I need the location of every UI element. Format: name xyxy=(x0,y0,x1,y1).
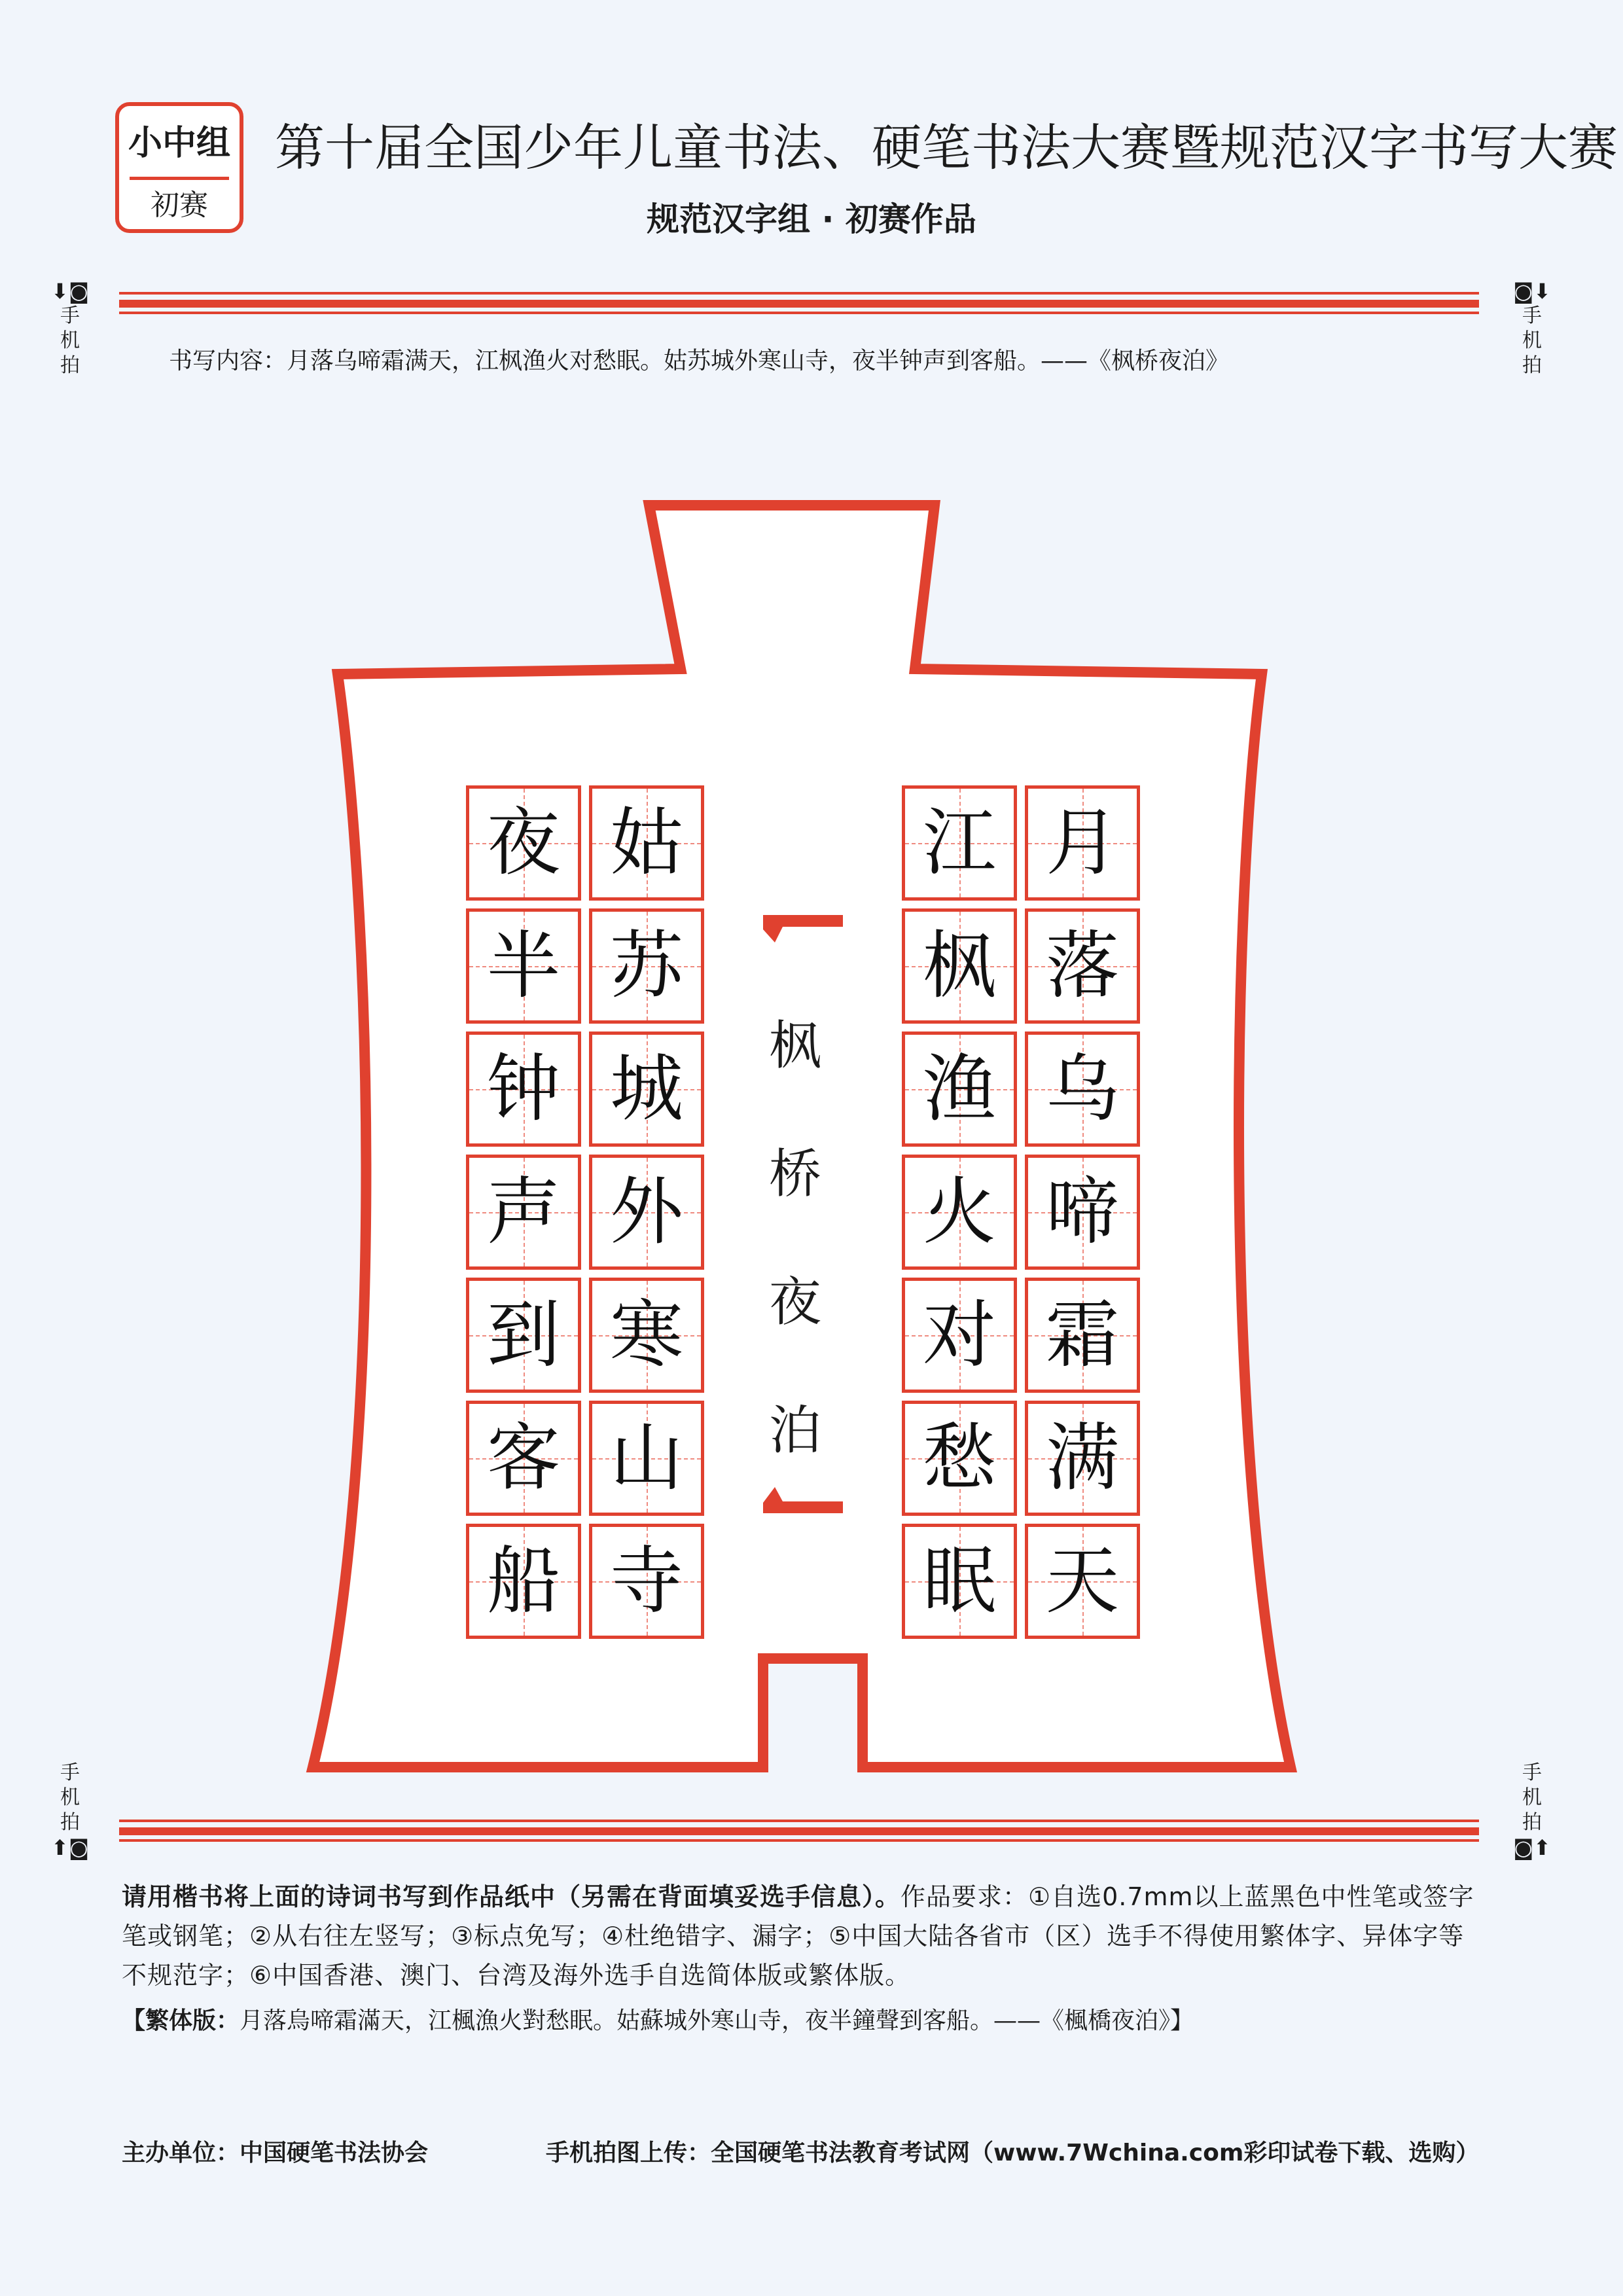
download-camera-icon: ⬇◙ xyxy=(51,279,89,304)
corner-label-char: 拍 xyxy=(1522,354,1542,377)
poem-character: 夜 xyxy=(487,800,560,886)
traditional-label: 【繁体版： xyxy=(122,2007,240,2034)
bottom-rule-thin xyxy=(119,1839,1479,1842)
poem-character: 声 xyxy=(487,1170,560,1255)
poem-cell xyxy=(466,1401,581,1516)
poem-cell xyxy=(902,1401,1017,1516)
poem-cell xyxy=(466,1524,581,1639)
page-subtitle: 规范汉字组 · 初赛作品 xyxy=(647,200,976,238)
poem-character: 月 xyxy=(1046,800,1119,886)
poem-character: 渔 xyxy=(923,1047,996,1132)
poem-character: 枫 xyxy=(923,924,996,1009)
poem-cell xyxy=(1025,1031,1140,1147)
corner-label-char: 手 xyxy=(1522,304,1542,327)
corner-label-char: 拍 xyxy=(60,1811,80,1834)
organizer: 主办单位：中国硬笔书法协会 xyxy=(122,2140,429,2166)
poem-cell xyxy=(589,1031,704,1147)
poem-cell xyxy=(1025,785,1140,901)
poem-character: 乌 xyxy=(1046,1047,1119,1132)
corner-label-char: 手 xyxy=(1522,1761,1542,1784)
poem-character: 满 xyxy=(1046,1416,1119,1501)
instructions-lead: 请用楷书将上面的诗词书写到作品纸中（另需在背面填妥选手信息）。 xyxy=(122,1882,901,1911)
poem-cell xyxy=(589,1524,704,1639)
poem-cell xyxy=(1025,1524,1140,1639)
traditional-version xyxy=(122,2001,1489,2041)
poem-cell xyxy=(589,1401,704,1516)
corner-label-char: 拍 xyxy=(60,354,80,377)
poem-character: 外 xyxy=(610,1170,683,1255)
poem-cell xyxy=(902,908,1017,1024)
poem-character: 苏 xyxy=(610,924,683,1009)
poem-character: 江 xyxy=(923,800,996,886)
poem-cell xyxy=(902,1155,1017,1270)
poem-character: 半 xyxy=(487,924,560,1009)
corner-label-char: 拍 xyxy=(1522,1811,1542,1834)
poem-cell xyxy=(902,1278,1017,1393)
poem-cell xyxy=(1025,1401,1140,1516)
badge-group-label: 小中组 xyxy=(128,124,230,163)
poem-character: 船 xyxy=(487,1539,560,1624)
traditional-text: 月落烏啼霜滿天，江楓漁火對愁眠。姑蘇城外寒山寺，夜半鐘聲到客船。——《楓橋夜泊》】 xyxy=(240,2007,1194,2034)
corner-label-char: 机 xyxy=(1522,1786,1542,1809)
poem-character: 山 xyxy=(610,1416,683,1501)
poem-character: 火 xyxy=(923,1170,996,1255)
poem-character: 眠 xyxy=(923,1539,996,1624)
upload-camera-icon: ◙⬆ xyxy=(1513,1835,1551,1860)
corner-label-char: 手 xyxy=(60,1761,80,1784)
poem-character: 姑 xyxy=(610,800,683,886)
poem-cell xyxy=(466,1031,581,1147)
poem-character: 落 xyxy=(1046,924,1119,1009)
corner-label-char: 机 xyxy=(1522,329,1542,352)
instructions-body: 作品要求：①自选0.7mm以上蓝黑色中性笔或签字笔或钢笔；②从右往左竖写；③标点免写；④杜绝错字、漏字；⑤中国大陆各省市（区）选手不得使用繁体字、异体字等不规范字；⑥中国香港、澳门、台湾及海外选手自选简体版或繁体版。 xyxy=(122,1882,1474,1990)
upload-info: 手机拍图上传：全国硬笔书法教育考试网（www.7Wchina.com彩印试卷下载、选购） xyxy=(546,2140,1480,2166)
bottom-rule-thick xyxy=(119,1827,1479,1835)
poem-cell xyxy=(589,1278,704,1393)
poem-cell xyxy=(902,1524,1017,1639)
poem-character: 愁 xyxy=(923,1416,996,1501)
instructions xyxy=(122,1877,1489,1995)
poem-title-char: 桥 xyxy=(769,1143,821,1204)
poem-cell xyxy=(902,785,1017,901)
poem-title-char: 枫 xyxy=(769,1015,821,1076)
poem-character: 城 xyxy=(610,1047,683,1132)
corner-label-char: 机 xyxy=(60,1786,80,1809)
page-title: 第十届全国少年儿童书法、硬笔书法大赛暨规范汉字书写大赛 xyxy=(275,118,1618,177)
poem-cell xyxy=(466,785,581,901)
poem-character: 寒 xyxy=(610,1293,683,1378)
poem-cell xyxy=(1025,908,1140,1024)
poem-character: 天 xyxy=(1046,1539,1119,1624)
poem-character: 霜 xyxy=(1046,1293,1119,1378)
poem-cell xyxy=(902,1031,1017,1147)
corner-label-char: 手 xyxy=(60,304,80,327)
poem-title-char: 夜 xyxy=(769,1272,821,1333)
bottom-rule-thin xyxy=(119,1820,1479,1822)
poem-character: 钟 xyxy=(487,1047,560,1132)
download-camera-icon: ◙⬇ xyxy=(1513,279,1551,304)
poem-character: 到 xyxy=(487,1293,560,1378)
poem-title-vertical xyxy=(753,982,838,1495)
poem-cell xyxy=(466,1155,581,1270)
poem-title-char: 泊 xyxy=(769,1400,821,1461)
poem-character: 寺 xyxy=(610,1539,683,1624)
poem-cell xyxy=(589,785,704,901)
upload-camera-icon: ⬆◙ xyxy=(51,1835,89,1860)
poem-cell xyxy=(589,1155,704,1270)
poem-character: 啼 xyxy=(1046,1170,1119,1255)
poem-cell xyxy=(466,1278,581,1393)
poem-cell xyxy=(1025,1155,1140,1270)
writing-content: 书写内容：月落乌啼霜满天，江枫渔火对愁眠。姑苏城外寒山寺，夜半钟声到客船。——《枫桥夜泊》 xyxy=(169,348,1230,374)
poem-cell xyxy=(589,908,704,1024)
corner-label-char: 机 xyxy=(60,329,80,352)
badge-stage-label: 初赛 xyxy=(151,188,208,222)
poem-cell xyxy=(466,908,581,1024)
poem-character: 对 xyxy=(923,1293,996,1378)
poem-character: 客 xyxy=(487,1416,560,1501)
poem-cell xyxy=(1025,1278,1140,1393)
